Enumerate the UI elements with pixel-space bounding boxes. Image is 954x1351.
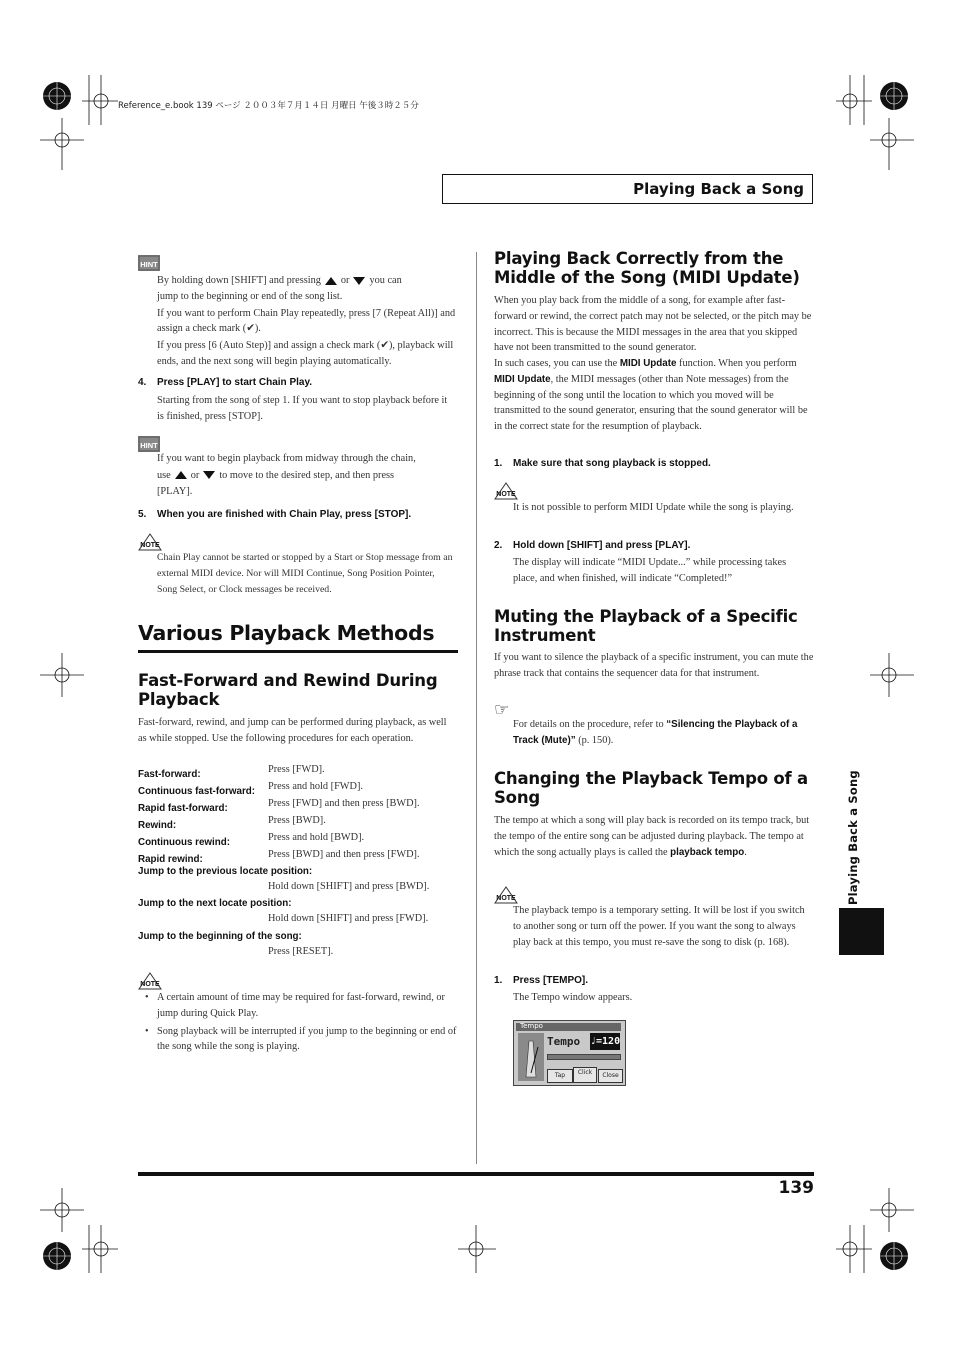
svg-text:NOTE: NOTE [496,491,516,498]
jump-row: Jump to the previous locate position: Hold down [SHIFT] and press [BWD]. [138,866,430,892]
op-row: Rewind: Press [BWD]. [138,815,326,831]
midi-update-title: Playing Back Correctly from the Middle of the Song (MIDI Update) [494,249,800,287]
midi-update-p1: When you play back from the middle of a song, for example after fast-forward or rewind, the correct patch may not be selected, or the pitch may be incorrect. This is because the MIDI messages in the area that you skipped have not been transmitted to the sound generator. [494,295,812,354]
step-4: 4. Press [PLAY] to start Chain Play. [138,377,313,388]
midi-update-p2: In such cases, you can use the MIDI Update function. When you perform MIDI Update, the MIDI messages (other than Note messages) from the beginning of the song until the location to which you moved will be transmitted to the sound generator, ensuring that the sound generator will be in the correct state for the resumption of playback. [494,358,808,433]
hint-icon [138,255,160,271]
hint-text-2: If you want to begin playback from midway through the chain, use or to move to the desired step, and then press [PLAY]. [157,453,416,497]
op-row: Fast-forward: Press [FWD]. [138,764,325,780]
note-text-1: Chain Play cannot be started or stopped by a Start or Stop message from an external MIDI device. Nor will MIDI Continue, Song Position Pointer, Song Select, or Clock messages be received. [157,552,453,595]
up-arrow-icon [325,277,337,285]
running-header [442,174,813,204]
note-midi: It is not possible to perform MIDI Update while the song is playing. [513,502,794,513]
step-2: 2. Hold down [SHIFT] and press [PLAY]. [494,540,691,551]
close-button[interactable]: Close [598,1069,623,1083]
side-tab [839,908,884,955]
note-icon [138,972,160,988]
ff-intro: Fast-forward, rewind, and jump can be performed during playback, as well as while stopped. Use the following procedures for each operation. [138,717,447,745]
note-tempo: The playback tempo is a temporary setting. It will be lost if you switch to another song or turn off the power. If you want the song to always play back at this tempo, you must re-save the song to disk (p. 168). [513,905,805,948]
tempo-label: Tempo [547,1035,581,1048]
list-item: A certain amount of time may be required for fast-forward, rewind, or jump during Quick Play. [157,992,445,1019]
mute-p: If you want to silence the playback of a specific instrument, you can mute the phrase track that contains the sequencer data for that instrument. [494,652,814,679]
svg-text:HINT: HINT [140,441,158,450]
side-tab-label: Playing Back a Song [846,770,860,905]
list-item: Song playback will be interrupted if you jump to the beginning or end of the song while the song is playing. [157,1025,457,1053]
tempo-window-screenshot [513,1020,626,1086]
up-arrow-icon [175,471,187,479]
ops-list [138,764,458,963]
mute-title: Muting the Playback of a Specific Instrument [494,607,798,645]
op-row: Continuous rewind: Press and hold [BWD]. [138,832,365,848]
svg-text:NOTE: NOTE [140,542,160,549]
note-icon [494,886,516,902]
section-rule [138,650,458,653]
note-icon [494,482,516,498]
tempo-title: Changing the Playback Tempo of a Song [494,769,808,807]
print-header: Reference_e.book 139 ページ ２００３年７月１４日 月曜日 午後３時２５分 [118,101,419,111]
page-number: 139 [778,1178,814,1198]
svg-text:HINT: HINT [140,260,158,269]
click-button[interactable]: Click [573,1067,597,1083]
step-tempo-1: 1. Press [TEMPO]. [494,975,589,986]
tempo-value: ♩=120 [590,1033,620,1050]
op-row: Rapid fast-forward: Press [FWD] and then press [BWD]. [138,798,420,814]
running-header-title: Playing Back a Song [633,180,804,198]
tempo-p: The tempo at which a song will play back is recorded on its tempo track, but the tempo of the entire song can be adjusted during playback. The tempo at which the song actually plays is called the playback tempo. [494,815,810,858]
op-row: Rapid rewind: Press [BWD] and then press [FWD]. [138,849,420,865]
note-bullets: • A certain amount of time may be required for fast-forward, rewind, or jump during Quick Play. • Song playback will be interrupted if you jump to the beginning or end of the song while the song is playing. [145,992,457,1053]
hint-icon [138,436,160,452]
reference-icon: ☞ [494,700,510,720]
jump-row: Jump to the next locate position: Hold down [SHIFT] and press [FWD]. [138,898,429,924]
step-1: 1. Make sure that song playback is stopped. [494,458,711,469]
tap-button[interactable]: Tap [547,1069,573,1083]
op-row: Continuous fast-forward: Press and hold [FWD]. [138,781,363,797]
down-arrow-icon [353,277,365,285]
note-icon [138,533,160,549]
hint-text-1: By holding down [SHIFT] and pressing or you can jump to the beginning or end of the song list. If you want to perform Chain Play repeatedly, press [7 (Repeat All)] and assign a check mark (✔). If you press [6 (Auto Step)] and assign a check mark (✔), playback will ends, and the next song will begin playing automatically. [157,275,456,367]
footer-rule [138,1172,814,1176]
tempo-window-titlebar: Tempo [516,1023,621,1031]
step-5: 5. When you are finished with Chain Play, press [STOP]. [138,509,412,520]
mute-link[interactable]: “Silencing the Playback of a Track (Mute)” [513,719,798,746]
ff-title: Fast-Forward and Rewind During Playback [138,671,438,709]
step-tempo-1-body: The Tempo window appears. [513,992,633,1003]
down-arrow-icon [203,471,215,479]
svg-text:NOTE: NOTE [496,895,516,902]
column-divider [476,252,477,1164]
svg-text:NOTE: NOTE [140,981,160,988]
metronome-icon [518,1033,544,1081]
reference-text: For details on the procedure, refer to “Silencing the Playback of a Track (Mute)” (p. 150). [513,719,798,746]
step-4-body: Starting from the song of step 1. If you want to stop playback before it is finished, press [STOP]. [157,395,448,422]
step-2-body: The display will indicate “MIDI Update...” while processing takes place, and when finished, will indicate “Completed!” [513,557,787,584]
section-title: Various Playback Methods [138,621,435,645]
tempo-slider[interactable] [547,1054,621,1060]
jump-row: Jump to the beginning of the song: Press [RESET]. [138,931,334,957]
